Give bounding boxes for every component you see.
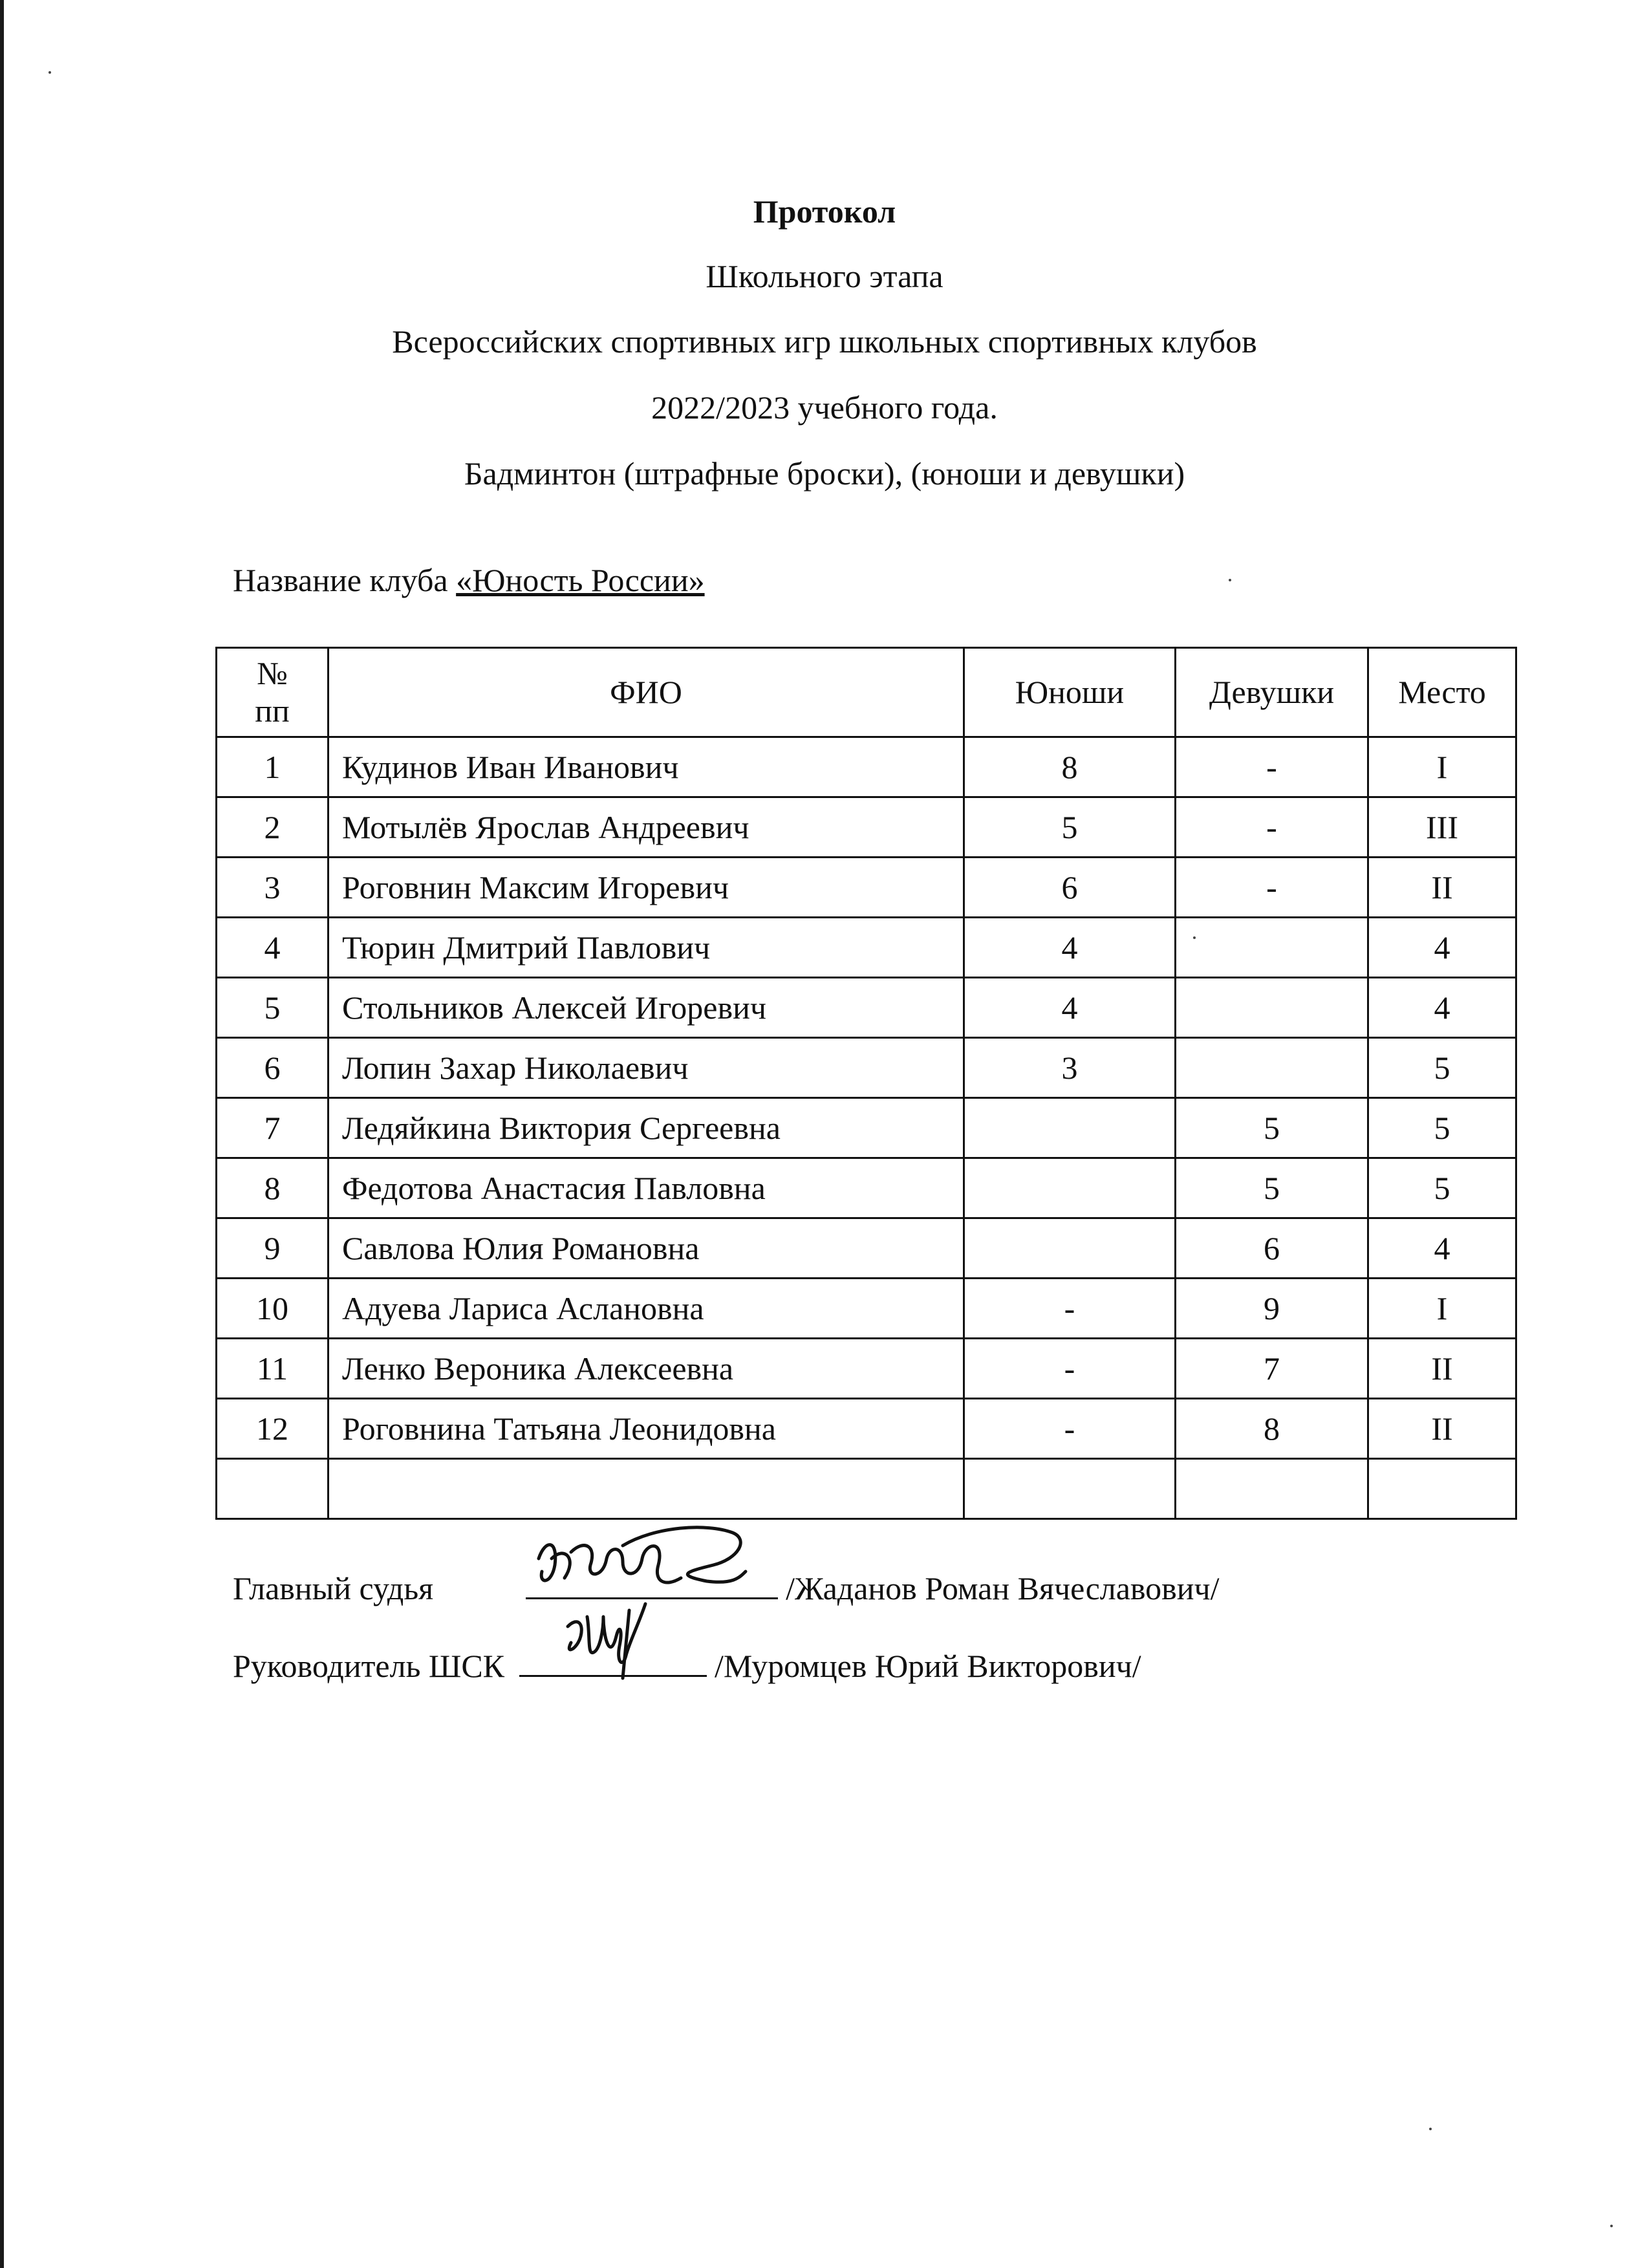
cell-name: Роговнина Татьяна Леонидовна [329, 1399, 964, 1459]
cell-num: 3 [217, 858, 329, 918]
cell-girls: - [1176, 737, 1368, 797]
judge-name: /Жаданов Роман Вячеславович/ [786, 1570, 1220, 1606]
cell-boys [964, 1098, 1176, 1158]
cell-boys: 4 [964, 978, 1176, 1038]
header-num-abbr: пп [255, 692, 290, 729]
cell-place [1368, 1459, 1516, 1519]
cell-name: Федотова Анастасия Павловна [329, 1158, 964, 1218]
cell-girls: - [1176, 797, 1368, 858]
head-signature-row [233, 1643, 1141, 1685]
scan-speck [48, 71, 51, 74]
table-row [217, 978, 1516, 1038]
header-full-name: ФИО [329, 648, 964, 737]
table-row [217, 1098, 1516, 1158]
cell-place: 5 [1368, 1158, 1516, 1218]
club-label: Название клуба [233, 562, 448, 598]
cell-girls [1176, 1038, 1368, 1098]
table-row [217, 1399, 1516, 1459]
cell-num: 7 [217, 1098, 329, 1158]
cell-num: 10 [217, 1279, 329, 1339]
cell-name: Стольников Алексей Игоревич [329, 978, 964, 1038]
header-girls: Девушки [1176, 648, 1368, 737]
head-label: Руководитель ШСК [233, 1648, 505, 1684]
cell-boys: 4 [964, 918, 1176, 978]
cell-num: 6 [217, 1038, 329, 1098]
cell-num: 1 [217, 737, 329, 797]
table-header-row [217, 648, 1516, 737]
header-num [217, 648, 329, 737]
header-num-symbol: № [257, 655, 288, 691]
results-table [215, 647, 1517, 1520]
cell-name: Кудинов Иван Иванович [329, 737, 964, 797]
cell-place: II [1368, 858, 1516, 918]
cell-girls: 5 [1176, 1158, 1368, 1218]
cell-girls [1176, 918, 1368, 978]
cell-girls: 7 [1176, 1339, 1368, 1399]
document-title: Протокол [753, 193, 896, 230]
cell-girls [1176, 978, 1368, 1038]
cell-girls [1176, 1459, 1368, 1519]
scan-speck [1229, 579, 1231, 581]
head-name: /Муромцев Юрий Викторович/ [715, 1648, 1141, 1684]
cell-name: Савлова Юлия Романовна [329, 1218, 964, 1279]
cell-girls: 8 [1176, 1399, 1368, 1459]
table-row [217, 858, 1516, 918]
subtitle-year: 2022/2023 учебного года. [651, 389, 998, 426]
cell-place: 5 [1368, 1038, 1516, 1098]
scan-speck [1429, 2128, 1432, 2130]
cell-place: 5 [1368, 1098, 1516, 1158]
cell-girls: 5 [1176, 1098, 1368, 1158]
subtitle-event: Всероссийских спортивных игр школьных спортивных клубов [392, 323, 1257, 360]
cell-place: 4 [1368, 1218, 1516, 1279]
cell-boys: 6 [964, 858, 1176, 918]
cell-place: 4 [1368, 918, 1516, 978]
cell-name: Мотылёв Ярослав Андреевич [329, 797, 964, 858]
cell-place: II [1368, 1399, 1516, 1459]
cell-num [217, 1459, 329, 1519]
head-signature-line [519, 1643, 707, 1677]
cell-name: Тюрин Дмитрий Павлович [329, 918, 964, 978]
scan-speck [1610, 2225, 1613, 2227]
cell-boys [964, 1459, 1176, 1519]
judge-signature-row [233, 1565, 1220, 1607]
table-row [217, 1038, 1516, 1098]
cell-name: Ледяйкина Виктория Сергеевна [329, 1098, 964, 1158]
cell-name: Роговнин Максим Игоревич [329, 858, 964, 918]
cell-num: 8 [217, 1158, 329, 1218]
cell-boys [964, 1218, 1176, 1279]
cell-num: 4 [217, 918, 329, 978]
cell-boys: - [964, 1399, 1176, 1459]
cell-place: I [1368, 1279, 1516, 1339]
cell-place: II [1368, 1339, 1516, 1399]
table-row [217, 918, 1516, 978]
table-row [217, 797, 1516, 858]
cell-name: Лопин Захар Николаевич [329, 1038, 964, 1098]
subtitle-discipline: Бадминтон (штрафные броски), (юноши и девушки) [464, 455, 1185, 491]
cell-boys: - [964, 1339, 1176, 1399]
cell-boys [964, 1158, 1176, 1218]
cell-num: 5 [217, 978, 329, 1038]
head-signature-mark [519, 1591, 713, 1681]
club-name: «Юность России» [456, 562, 705, 598]
cell-place: I [1368, 737, 1516, 797]
header-place: Место [1368, 648, 1516, 737]
table-row [217, 1279, 1516, 1339]
cell-girls: - [1176, 858, 1368, 918]
table-row-empty [217, 1459, 1516, 1519]
cell-place: III [1368, 797, 1516, 858]
cell-place: 4 [1368, 978, 1516, 1038]
header-boys: Юноши [964, 648, 1176, 737]
cell-girls: 9 [1176, 1279, 1368, 1339]
judge-label: Главный судья [233, 1570, 434, 1606]
cell-girls: 6 [1176, 1218, 1368, 1279]
table-row [217, 1218, 1516, 1279]
cell-boys: - [964, 1279, 1176, 1339]
table-row [217, 737, 1516, 797]
cell-num: 12 [217, 1399, 329, 1459]
cell-name [329, 1459, 964, 1519]
cell-num: 2 [217, 797, 329, 858]
cell-boys: 8 [964, 737, 1176, 797]
cell-name: Ленко Вероника Алексеевна [329, 1339, 964, 1399]
table-row [217, 1339, 1516, 1399]
cell-num: 9 [217, 1218, 329, 1279]
club-line [233, 561, 705, 599]
cell-boys: 5 [964, 797, 1176, 858]
cell-boys: 3 [964, 1038, 1176, 1098]
table-row [217, 1158, 1516, 1218]
cell-name: Адуева Лариса Аслановна [329, 1279, 964, 1339]
subtitle-stage: Школьного этапа [706, 258, 943, 294]
cell-num: 11 [217, 1339, 329, 1399]
